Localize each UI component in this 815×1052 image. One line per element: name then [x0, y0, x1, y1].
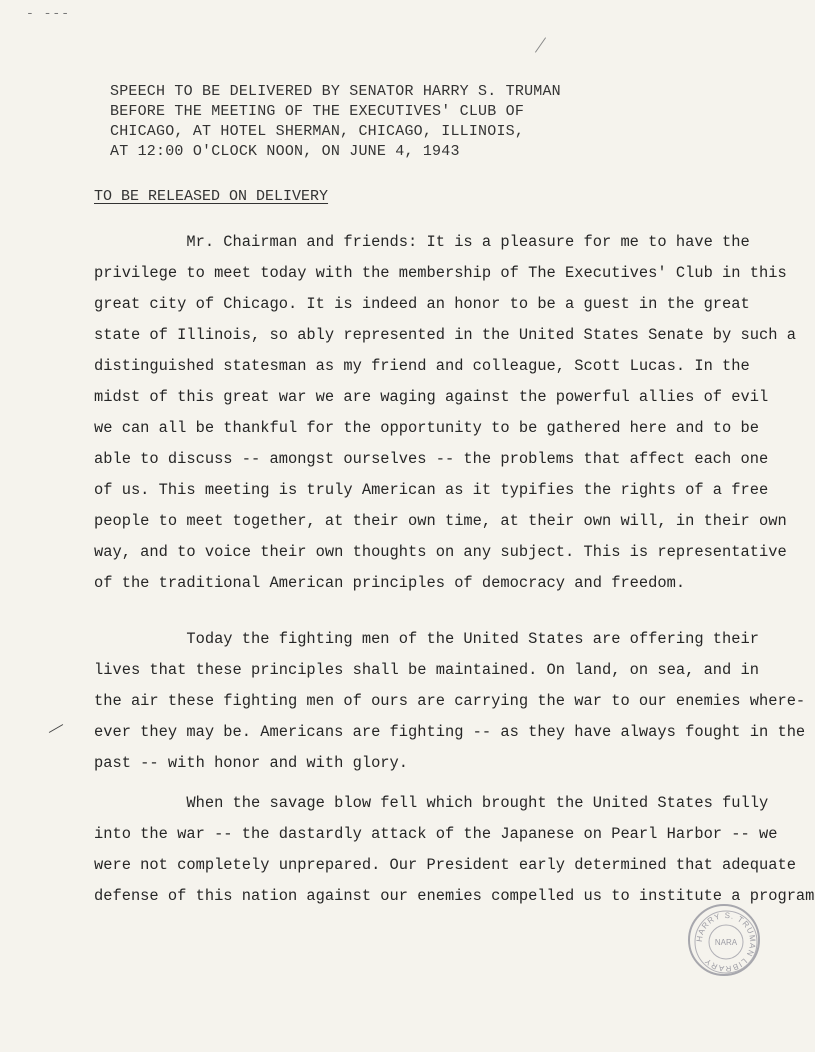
text-line: Mr. Chairman and friends: It is a pleasure for me to have the — [94, 233, 750, 251]
text-line: of the traditional American principles of democracy and freedom. — [94, 574, 686, 592]
text-line: great city of Chicago. It is indeed an honor to be a guest in the great — [94, 295, 750, 313]
heading-line: AT 12:00 O'CLOCK NOON, ON JUNE 4, 1943 — [110, 143, 460, 160]
heading-line: SPEECH TO BE DELIVERED BY SENATOR HARRY S. TRUMAN — [110, 83, 561, 100]
text-line: people to meet together, at their own time, at their own will, in their own — [94, 512, 787, 530]
heading-line: BEFORE THE MEETING OF THE EXECUTIVES' CLUB OF — [110, 103, 525, 120]
stamp-graphic — [690, 906, 762, 978]
margin-check-mark — [49, 724, 63, 733]
text-line: lives that these principles shall be maintained. On land, on sea, and in — [94, 661, 759, 679]
speech-heading — [110, 82, 630, 162]
text-line: the air these fighting men of ours are carrying the war to our enemies where- — [94, 692, 806, 710]
corner-dash-mark: - --- — [26, 6, 71, 21]
text-line: midst of this great war we are waging against the powerful allies of evil — [94, 388, 769, 406]
heading-line: CHICAGO, AT HOTEL SHERMAN, CHICAGO, ILLINOIS, — [110, 123, 525, 140]
text-line: defense of this nation against our enemies compelled us to institute a program — [94, 887, 815, 905]
text-line: were not completely unprepared. Our President early determined that adequate — [94, 856, 796, 874]
text-line: ever they may be. Americans are fighting -- as they have always fought in the — [94, 723, 806, 741]
text-line: When the savage blow fell which brought the United States fully — [94, 794, 769, 812]
text-line: of us. This meeting is truly American as it typifies the rights of a free — [94, 481, 769, 499]
text-line: way, and to voice their own thoughts on any subject. This is representative — [94, 543, 787, 561]
text-line: distinguished statesman as my friend and colleague, Scott Lucas. In the — [94, 357, 750, 375]
text-line: Today the fighting men of the United States are offering their — [94, 630, 759, 648]
text-line: able to discuss -- amongst ourselves -- the problems that affect each one — [94, 450, 769, 468]
text-line: state of Illinois, so ably represented in the United States Senate by such a — [94, 326, 796, 344]
stamp-center-text: NARA — [714, 938, 738, 947]
stray-pencil-mark — [535, 37, 546, 52]
text-line: into the war -- the dastardly attack of the Japanese on Pearl Harbor -- we — [94, 825, 778, 843]
stamp-ring-text: HARRY S. TRUMAN LIBRARY — [694, 910, 758, 974]
text-line: we can all be thankful for the opportunity to be gathered here and to be — [94, 419, 759, 437]
release-note: TO BE RELEASED ON DELIVERY — [94, 188, 329, 205]
library-stamp-seal — [688, 904, 760, 976]
text-line: past -- with honor and with glory. — [94, 754, 409, 772]
text-line: privilege to meet today with the membership of The Executives' Club in this — [94, 264, 787, 282]
